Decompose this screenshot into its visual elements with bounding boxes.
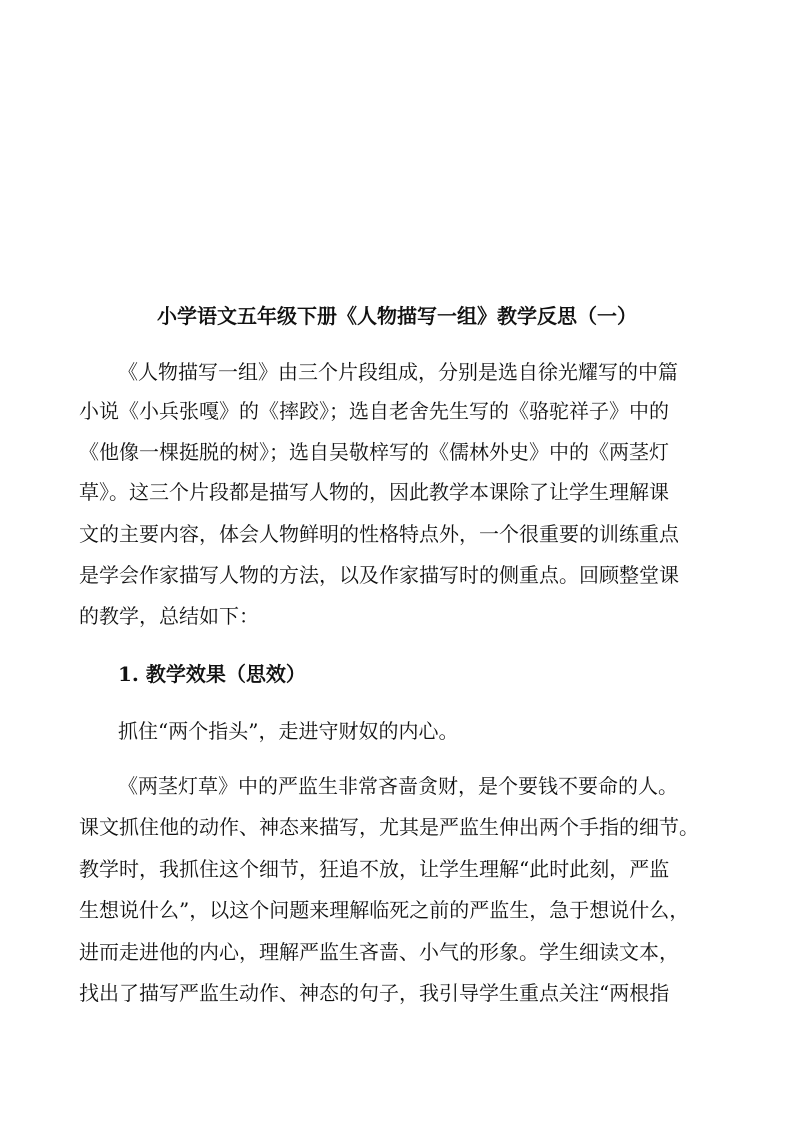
paragraph-1-line-1: 《人物描写一组》由三个片段组成，分别是选自徐光耀写的中篇 [118,360,678,384]
section-1-lead: 抓住“两个指头”，走进守财奴的内心。 [118,719,459,743]
paragraph-1-line-5: 文的主要内容，体会人物鲜明的性格特点外，一个很重要的训练重点 [79,522,679,546]
paragraph-2-line-2: 课文抓住他的动作、神态来描写，尤其是严监生伸出两个手指的细节。 [79,815,699,839]
paragraph-2-line-3: 教学时，我抓住这个细节，狂追不放，让学生理解“此时此刻，严监 [79,857,670,881]
paragraph-2-line-4: 生想说什么”，以这个问题来理解临死之前的严监生，急于想说什么， [79,898,690,922]
paragraph-1-line-4: 草》。这三个片段都是描写人物的，因此教学本课除了让学生理解课 [79,480,669,504]
document-title: 小学语文五年级下册《人物描写一组》教学反思（一） [157,304,637,328]
paragraph-1-line-7: 的教学，总结如下： [79,604,259,628]
section-1-heading: 1. 教学效果（思效） [118,662,306,686]
paragraph-2-line-1: 《两茎灯草》中的严监生非常吝啬贪财，是个要钱不要命的人。 [118,774,678,798]
paragraph-2-line-6: 找出了描写严监生动作、神态的句子，我引导学生重点关注“两根指 [79,981,670,1005]
paragraph-1-line-6: 是学会作家描写人物的方法，以及作家描写时的侧重点。回顾整堂课 [79,563,679,587]
paragraph-1-line-2: 小说《小兵张嘎》的《摔跤》；选自老舍先生写的《骆驼祥子》中的 [79,399,669,423]
paragraph-2-line-5: 进而走进他的内心，理解严监生吝啬、小气的形象。学生细读文本， [79,940,679,964]
paragraph-1-line-3: 《他像一棵挺脱的树》；选自吴敬梓写的《儒林外史》中的《两茎灯 [79,440,669,464]
